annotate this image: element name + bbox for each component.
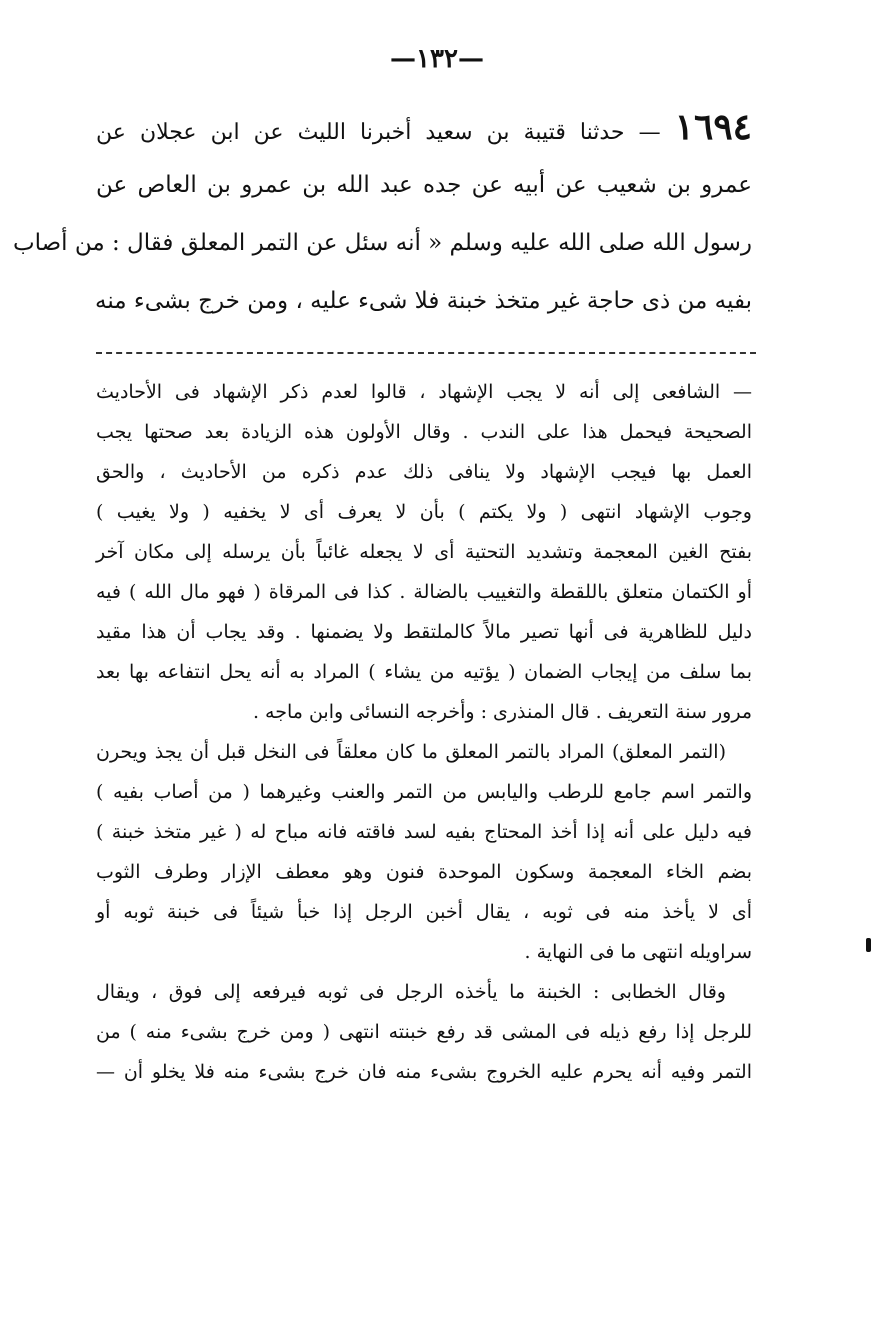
footnote-divider: [96, 352, 756, 354]
commentary-line: بما سلف من إيجاب الضمان ( يؤتيه من يشاء ) المراد به أنه يحل انتفاعه بها بعد: [96, 661, 752, 683]
hadith-line: عمرو بن شعيب عن أبيه عن جده عبد الله بن عمرو بن العاص عن: [96, 172, 752, 198]
commentary-line: (التمر المعلق) المراد بالتمر المعلق ما كان معلقاً فى النخل قبل أن يجذ ويحرن: [96, 741, 726, 763]
commentary-line: — الشافعى إلى أنه لا يجب الإشهاد ، قالوا لعدم ذكر الإشهاد فى الأحاديث: [96, 381, 752, 403]
hadith-line: بفيه من ذى حاجة غير متخذ خبنة فلا شىء عليه ، ومن خرج بشىء منه: [95, 288, 752, 314]
hadith-line: رسول الله صلى الله عليه وسلم « أنه سئل عن التمر المعلق فقال : من أصاب: [12, 230, 752, 256]
commentary-line: أو الكتمان متعلق باللقطة والتغييب بالضالة . كذا فى المرقاة ( فهو مال الله ) فيه: [96, 581, 752, 603]
commentary-line: والتمر اسم جامع للرطب واليابس من التمر والعنب وغيرهما ( من أصاب بفيه ): [96, 781, 752, 803]
commentary-line: الصحيحة فيحمل هذا على الندب . وقال الأولون هذه الزيادة بعد صحتها يجب: [96, 421, 752, 443]
hadith-text: [12, 98, 753, 330]
commentary-line: سراويله انتهى ما فى النهاية .: [524, 941, 752, 963]
commentary-line: للرجل إذا رفع ذيله فى المشى قد رفع خبنته انتهى ( ومن خرج بشىء منه ) من: [96, 1021, 752, 1043]
commentary-line: بضم الخاء المعجمة وسكون الموحدة فنون وهو معطف الإزار وطرف الثوب: [96, 861, 752, 883]
commentary-line: العمل بها فيجب الإشهاد ولا ينافى ذلك عدم ذكره من الأحاديث ، والحق: [96, 461, 752, 483]
page-number: —١٣٢—: [390, 44, 484, 74]
margin-mark: [866, 938, 871, 952]
hadith-number: ١٦٩٤: [674, 106, 753, 148]
commentary-line: أى لا يأخذ منه فى ثوبه ، يقال أخبن الرجل إذا خبأ شيئاً فى خبنة ثوبه أو: [96, 901, 752, 923]
commentary-text: [96, 372, 752, 1092]
commentary-line: بفتح الغين المعجمة وتشديد التحتية أى لا يجعله غائباً بأن يرسله إلى مكان آخر: [96, 541, 752, 563]
commentary-line: وقال الخطابى : الخبنة ما يأخذه الرجل فى ثوبه فيرفعه إلى فوق ، ويقال: [96, 981, 726, 1003]
commentary-line: التمر وفيه أنه يحرم عليه الخروج بشىء منه فان خرج بشىء منه فلا يخلو أن —: [96, 1061, 752, 1083]
commentary-line: دليل للظاهرية فى أنها تصير مالاً كالملتقط ولا يضمنها . وقد يجاب أن هذا مقيد: [96, 621, 752, 643]
commentary-line: فيه دليل على أنه إذا أخذ المحتاج بفيه لسد فاقته فانه مباح له ( غير متخذ خبنة ): [96, 821, 752, 843]
hadith-line: ١٦٩٤ — حدثنا قتيبة بن سعيد أخبرنا الليث عن ابن عجلان عن: [96, 106, 753, 148]
commentary-line: وجوب الإشهاد انتهى ( ولا يكتم ) بأن لا يعرف أى لا يخفيه ( ولا يغيب ): [96, 501, 752, 523]
commentary-line: مرور سنة التعريف . قال المنذرى : وأخرجه النسائى وابن ماجه .: [252, 701, 752, 723]
